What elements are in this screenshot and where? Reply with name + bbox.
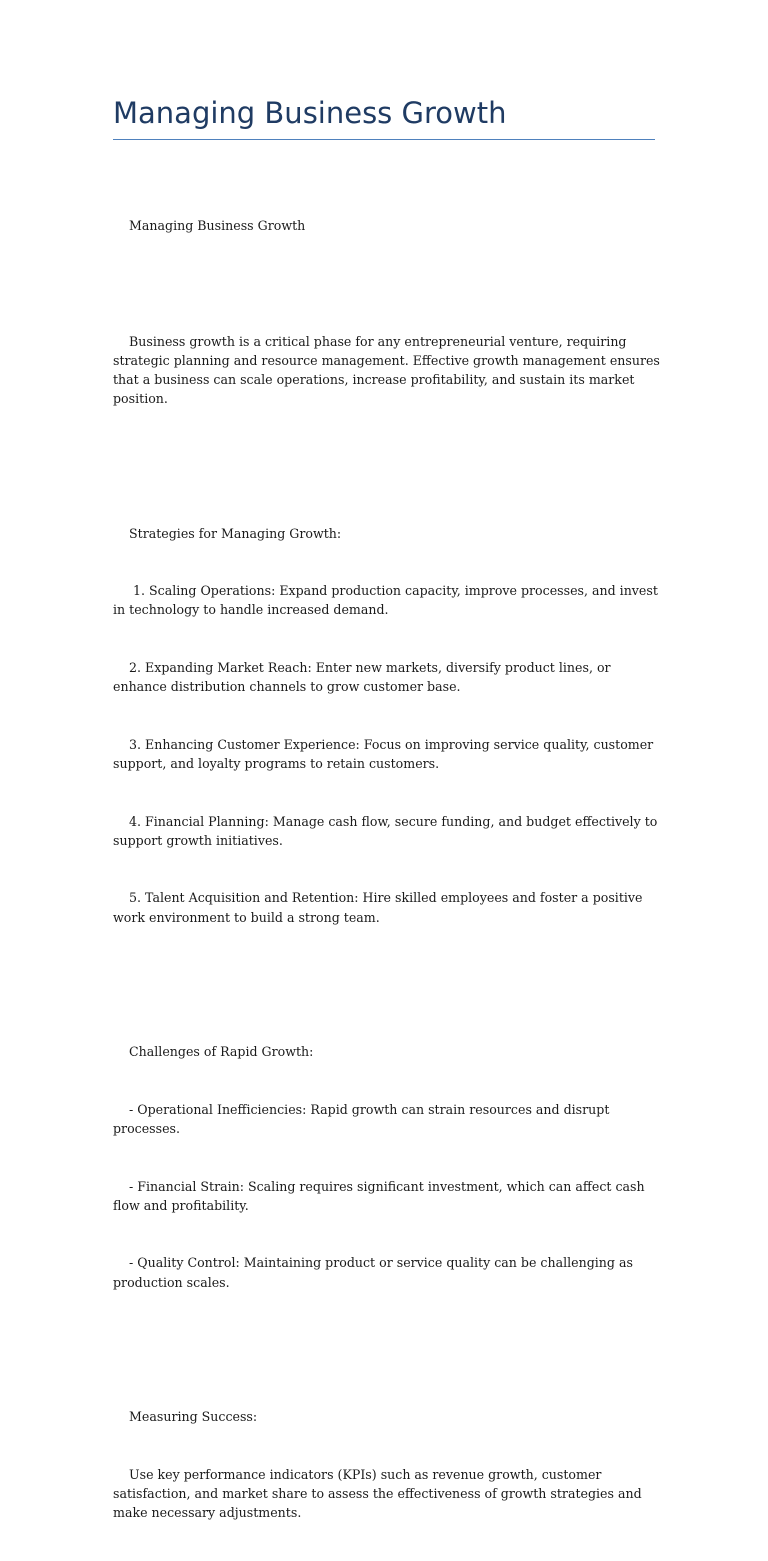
strategy-item-5: 5. Talent Acquisition and Retention: Hire skilled employees and foster a positive work environment to build a strong team. bbox=[113, 890, 647, 925]
body-heading-line: Managing Business Growth bbox=[113, 218, 306, 234]
measuring-heading: Measuring Success: bbox=[113, 1408, 258, 1424]
strategy-item-3: 3. Enhancing Customer Experience: Focus on improving service quality, customer support, and loyalty programs to retain customers. bbox=[113, 736, 658, 772]
strategy-item-2: 2. Expanding Market Reach: Enter new markets, diversify product lines, or enhance distribution channels to grow customer base. bbox=[113, 660, 615, 695]
challenge-item-1: - Operational Inefficiencies: Rapid growth can strain resources and disrupt processes. bbox=[113, 1101, 614, 1136]
document-body bbox=[113, 178, 664, 1561]
paragraph-gap bbox=[113, 1330, 661, 1349]
paragraph-gap bbox=[113, 274, 661, 293]
challenges-heading: Challenges of Rapid Growth: bbox=[113, 1044, 314, 1060]
paragraph-gap bbox=[113, 965, 661, 984]
title-underline bbox=[113, 139, 655, 140]
document-title: Managing Business Growth bbox=[113, 96, 507, 130]
paragraph-gap bbox=[113, 447, 661, 466]
challenge-item-3: - Quality Control: Maintaining product or service quality can be challenging as production scales. bbox=[113, 1255, 637, 1290]
intro-paragraph: Business growth is a critical phase for any entrepreneurial venture, requiring strategic planning and resource management. Effective growth management ensures that a business can scale operations, increase profitability, and sustain its market position. bbox=[113, 333, 664, 407]
strategy-item-4: 4. Financial Planning: Manage cash flow, secure funding, and budget effectively to support growth initiatives. bbox=[113, 813, 662, 848]
strategy-item-1: 1. Scaling Operations: Expand production capacity, improve processes, and invest in technology to handle increased demand. bbox=[113, 583, 662, 618]
measuring-paragraph: Use key performance indicators (KPIs) such as revenue growth, customer satisfaction, and market share to assess the effectiveness of growth strategies and make necessary adjustments. bbox=[113, 1466, 646, 1520]
challenge-item-2: - Financial Strain: Scaling requires significant investment, which can affect cash flow and profitability. bbox=[113, 1178, 649, 1213]
strategies-heading: Strategies for Managing Growth: bbox=[113, 525, 342, 541]
